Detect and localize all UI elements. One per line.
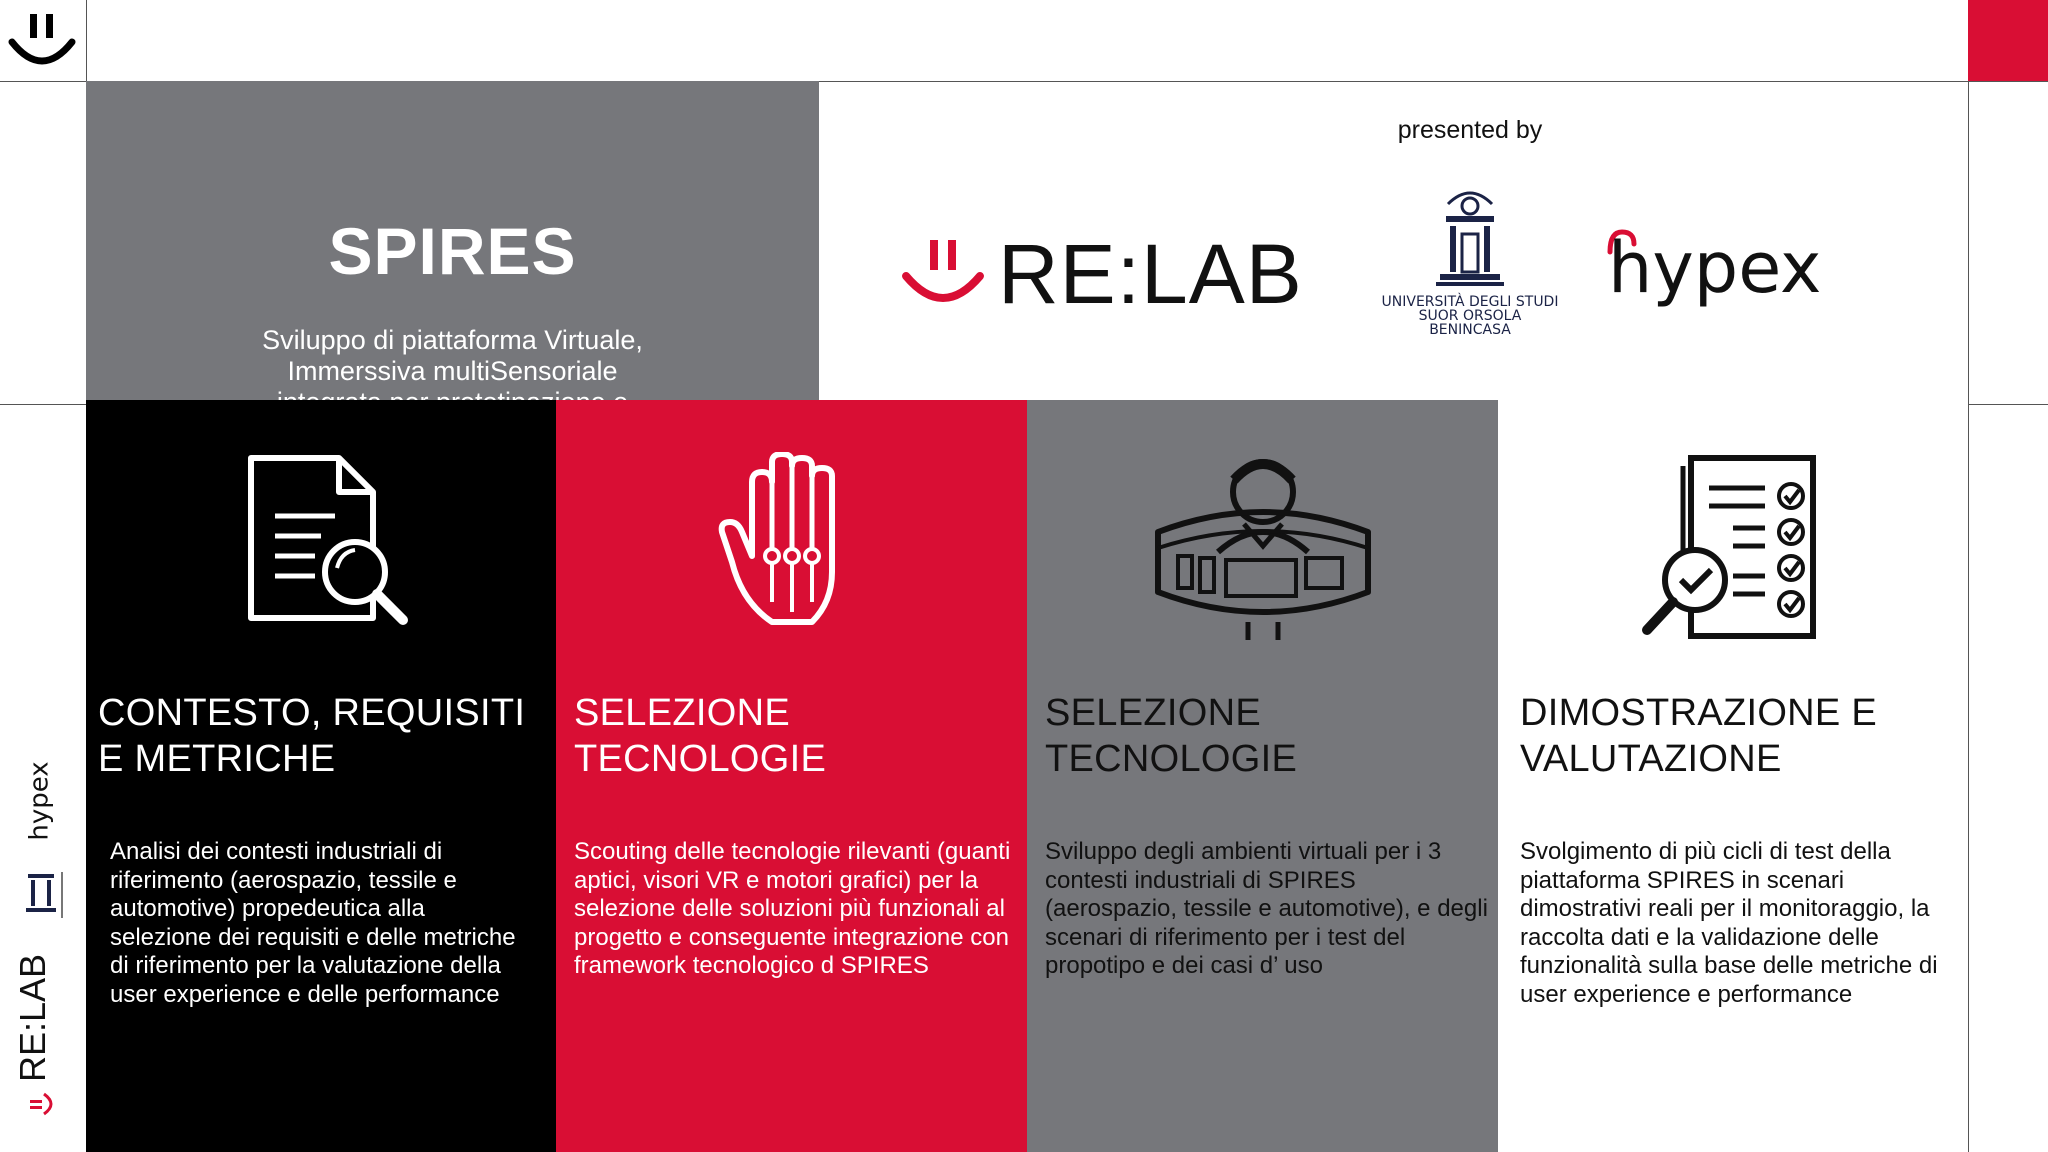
phase-title: DIMOSTRAZIONE E VALUTAZIONE [1520,692,1878,780]
university-logo [1378,186,1562,346]
relab-logo-text: RE:LAB [998,227,1303,321]
side-relab-mark-icon [28,1090,56,1118]
hypex-logo-text: hypex [1608,227,1822,309]
phase-description: Analisi dei contesti industriali di riferimento (aerospazio, tessile e automotive) propedeutica alla selezione dei requisiti e delle metriche di riferimento per la valutazione della user experience e delle performance [110,838,516,1008]
relab-logo-mark-icon [900,240,986,310]
relab-mark-icon [6,8,78,76]
hypex-logo [1600,228,1830,318]
document-search-icon [231,452,411,632]
phase-title: SELEZIONE TECNOLOGIE [1045,692,1298,780]
presented-by-label: presented by [1397,116,1543,144]
university-name: UNIVERSITÀ DEGLI STUDI SUOR ORSOLA BENINCASA [1381,294,1559,338]
phase-card-context [86,400,556,1152]
page-title: SPIRES [328,214,577,288]
title-block [86,81,819,404]
checklist-validation-icon [1633,452,1833,652]
phase-title: CONTESTO, REQUISITI E METRICHE [98,692,526,780]
phase-card-validation [1498,400,1968,1152]
phase-description: Scouting delle tecnologie rilevanti (guanti aptici, visori VR e motori grafici) per la selezione delle soluzioni più funzionali al progetto e conseguente integrazione con framework tecnologico d SPIRES [574,838,1011,979]
university-seal-icon [1430,186,1510,290]
red-corner-block [1968,0,2048,81]
phase-card-technology [556,400,1027,1152]
side-university-icon [24,868,68,922]
phase-title: SELEZIONE TECNOLOGIE [574,692,827,780]
phase-description: Sviluppo degli ambienti virtuali per i 3 contesti industriali di SPIRES (aerospazio, tessile e automotive), e degli scenari di riferimento per i test del propotipo e dei casi d’ uso [1045,838,1488,979]
haptic-hand-icon [712,452,872,632]
side-hypex-logo: hypex [24,761,55,841]
phase-card-development [1027,400,1498,1152]
relab-logo [900,227,1345,321]
page-subtitle: Sviluppo di piattaforma Virtuale, Immerssiva multiSensoriale [262,325,643,386]
phase-description: Svolgimento di più cicli di test della piattaforma SPIRES in scenari dimostrativi reali per il monitoraggio, la raccolta dati e la validazione delle funzionalità sulla base delle metriche di user experience e performance [1520,838,1938,1008]
right-divider [1968,0,1969,1152]
immersive-user-icon [1148,452,1378,642]
side-logos [14,752,70,1122]
side-relab-logo: RE:LAB [14,942,70,1122]
